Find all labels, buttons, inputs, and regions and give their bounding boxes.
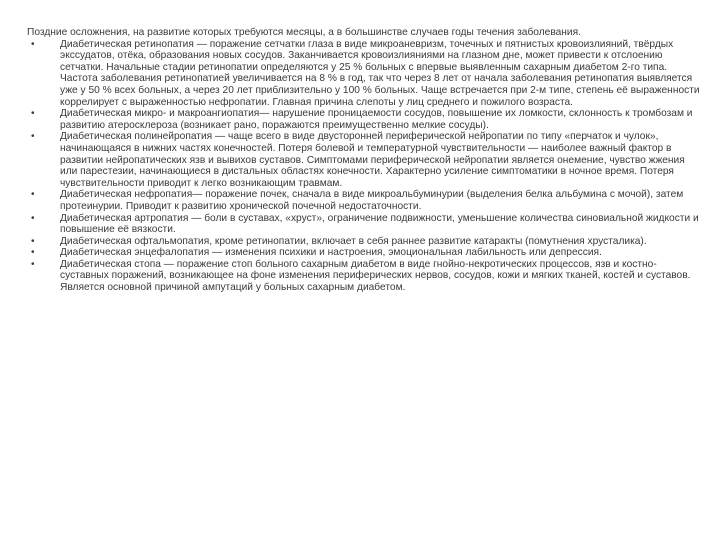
bullet-icon: •	[31, 108, 35, 120]
bullet-icon: •	[31, 131, 35, 143]
list-item-text: Диабетическая ретинопатия — поражение сетчатки глаза в виде микроаневризм, точечных и пятнистых кровоизлияний, твёрдых экссудатов, отёка, образования новых сосудов. Заканчивается кровоизлияниями на глазном дне, может привести к отслоению сетчатки. Начальные стадии ретинопатии определяются у 25 % больных с впервые выявленным сахарным диабетом 2-го типа. Частота заболевания ретинопатией увеличивается на 8 % в год, так что через 8 лет от начала заболевания ретинопатия выявляется уже у 50 % всех больных, а через 20 лет приблизительно у 100 % больных. Чаще встречается при 2-м типе, степень её выраженности коррелирует с выраженностью нефропатии. Главная причина слепоты у лиц среднего и пожилого возраста.	[60, 38, 700, 108]
list-item-nephropathy	[27, 189, 703, 212]
list-item-text: Диабетическая полинейропатия — чаще всего в виде двусторонней периферической нейропатии по типу «перчаток и чулок», начинающаяся в нижних частях конечностей. Потеря болевой и температурной чувствительности — наиболее важный фактор в развитии нейропатических язв и вывихов суставов. Симптомами периферической нейропатии является онемение, чувство жжения или парестезии, начинающиеся в дистальных областях конечности. Характерно усиление симптоматики в ночное время. Потеря чувствительности приводит к легко возникающим травмам.	[60, 131, 685, 189]
list-item-text: Диабетическая микро- и макроангиопатия— нарушение проницаемости сосудов, повышение их ломкости, склонность к тромбозам и развитию атеросклероза (возникает рано, поражаются преимущественно мелкие сосуды).	[60, 108, 693, 131]
list-item-text: Диабетическая офтальмопатия, кроме ретинопатии, включает в себя раннее развитие катаракты (помутнения хрусталика).	[60, 235, 647, 247]
list-item-angiopathy	[27, 108, 703, 131]
intro-paragraph: Поздние осложнения, на развитие которых требуются месяцы, а в большинстве случаев годы течения заболевания.	[27, 27, 581, 38]
list-item-text: Диабетическая стопа — поражение стоп больного сахарным диабетом в виде гнойно-некротических процессов, язв и костно-суставных поражений, возникающее на фоне изменения периферических нервов, сосудов, кожи и мягких тканей, костей и суставов. Является основной причиной ампутаций у больных сахарным диабетом.	[60, 258, 691, 294]
list-item-arthropathy	[27, 213, 703, 236]
list-item-encephalopathy	[27, 247, 703, 259]
list-item-ophthalmopathy	[27, 236, 703, 248]
bullet-icon: •	[31, 189, 35, 201]
list-item-diabetic-foot	[27, 259, 703, 294]
list-item-retinopathy	[27, 39, 703, 109]
bullet-icon: •	[31, 258, 35, 270]
bullet-icon: •	[31, 38, 35, 50]
bullet-icon: •	[31, 212, 35, 224]
text-body	[27, 27, 703, 294]
list-item-text: Диабетическая энцефалопатия — изменения психики и настроения, эмоциональная лабильность или депрессия.	[60, 247, 602, 259]
bullet-icon: •	[31, 247, 35, 259]
list-item-text: Диабетическая нефропатия— поражение почек, сначала в виде микроальбуминурии (выделения белка альбумина с мочой), затем протеинурии. Приводит к развитию хронической почечной недостаточности.	[60, 189, 684, 212]
complications-list	[27, 39, 703, 294]
list-item-text: Диабетическая артропатия — боли в суставах, «хруст», ограничение подвижности, уменьшение количества синовиальной жидкости и повышение её вязкости.	[60, 212, 699, 236]
bullet-icon: •	[31, 235, 35, 247]
list-item-polyneuropathy	[27, 131, 703, 189]
